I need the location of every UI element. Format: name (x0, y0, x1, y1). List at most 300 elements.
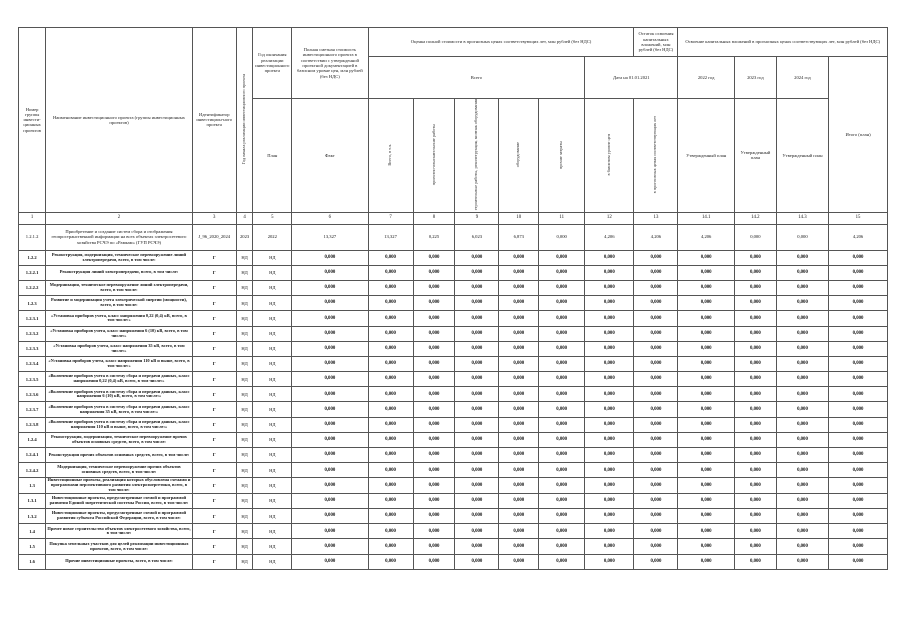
row-value: 0,000 (829, 372, 888, 387)
row-id: Г (192, 311, 236, 326)
row-value: 0,000 (634, 265, 678, 280)
row-value: 0,000 (634, 554, 678, 569)
row-value: 0,000 (499, 478, 539, 494)
row-value: 0,000 (368, 493, 413, 508)
row-value: 0,000 (499, 250, 539, 265)
row-year-start: НД (236, 402, 253, 417)
row-value: 0,000 (413, 539, 455, 554)
header-approved-2022: Утвержденный план (678, 99, 735, 213)
row-value: 0,000 (499, 296, 539, 311)
header-sub-equipment: оборудование (499, 99, 539, 213)
row-estimate: 0,000 (292, 493, 368, 508)
row-value: 0,000 (776, 554, 828, 569)
row-year-end: НД (253, 372, 292, 387)
row-value: 0,000 (734, 296, 776, 311)
row-name: Реконструкция, модернизация, техническое перевооружение прочих объектов основных средств, всего, в том числе: (46, 432, 193, 447)
row-value: 0,000 (734, 554, 776, 569)
header-sub-base-prices: в базисном уровне цен (585, 99, 634, 213)
row-year-end: НД (253, 417, 292, 432)
row-id: Г (192, 326, 236, 341)
row-value: 0,000 (455, 372, 499, 387)
row-value: 0,000 (413, 387, 455, 402)
row-name: Развитие и модернизация учета электрической энергии (мощности), всего, в том числе: (46, 296, 193, 311)
row-value: 0,000 (539, 224, 585, 250)
row-name: Покупка земельных участков для целей реализации инвестиционных проектов, всего, в том числе: (46, 539, 193, 554)
table-row (19, 372, 888, 387)
row-name: Реконструкция линий электропередачи, всего, в том числе: (46, 265, 193, 280)
row-value: 0,000 (734, 478, 776, 494)
table-header (19, 28, 888, 225)
row-estimate: 0,000 (292, 311, 368, 326)
table-row (19, 311, 888, 326)
row-id: Г (192, 341, 236, 356)
row-value: 0,000 (734, 448, 776, 463)
row-value: 0,000 (678, 463, 735, 478)
row-value: 0,000 (499, 509, 539, 524)
row-id: Г (192, 509, 236, 524)
row-value: 0,000 (829, 326, 888, 341)
row-value: 0,000 (413, 478, 455, 494)
table-row (19, 280, 888, 295)
header-sub-total: Всего, в т.ч. (368, 99, 413, 213)
row-value: 0,000 (678, 493, 735, 508)
row-number: 1.2.3.8 (19, 417, 46, 432)
row-value: 0,000 (413, 402, 455, 417)
row-year-start: НД (236, 448, 253, 463)
row-value: 0,000 (368, 326, 413, 341)
row-estimate: 0,000 (292, 539, 368, 554)
row-value: 0,000 (499, 432, 539, 447)
row-number: 1.2.3.2 (19, 326, 46, 341)
row-value: 0,000 (585, 493, 634, 508)
row-value: 0,000 (678, 554, 735, 569)
row-value: 0,000 (539, 326, 585, 341)
row-value: 0,000 (776, 280, 828, 295)
row-number: 1.3.1 (19, 493, 46, 508)
row-year-end: НД (253, 326, 292, 341)
column-number: 12 (585, 212, 634, 224)
header-sub-smr: строительные работы, реконструкция, монтаж оборудования (455, 99, 499, 213)
row-value: 0,000 (368, 478, 413, 494)
row-name: «Включение приборов учета в систему сбора и передачи данных, класс напряжения 35 кВ, всего, в том числе:» (46, 402, 193, 417)
header-sub-forecast-prices: в прогнозных ценах соответствующих лет (634, 99, 678, 213)
row-value: 0,000 (776, 326, 828, 341)
row-value: 0,000 (776, 341, 828, 356)
row-value: 0,000 (539, 417, 585, 432)
row-year-start: НД (236, 493, 253, 508)
row-year-end: НД (253, 280, 292, 295)
column-number: 2 (46, 212, 193, 224)
row-value: 0,000 (455, 296, 499, 311)
row-estimate: 0,000 (292, 341, 368, 356)
table-row (19, 296, 888, 311)
row-value: 0,000 (585, 554, 634, 569)
row-id: Г (192, 296, 236, 311)
row-value: 0,000 (368, 356, 413, 371)
row-value: 0,000 (734, 493, 776, 508)
row-value: 0,000 (413, 463, 455, 478)
row-year-end: НД (253, 341, 292, 356)
row-value: 0,000 (678, 280, 735, 295)
row-value: 0,000 (829, 402, 888, 417)
row-value: 0,000 (368, 417, 413, 432)
row-value: 0,000 (678, 509, 735, 524)
table-row (19, 448, 888, 463)
row-id: Г (192, 356, 236, 371)
row-value: 6,873 (499, 224, 539, 250)
row-value: 0,000 (734, 509, 776, 524)
row-value: 0,000 (413, 250, 455, 265)
row-value: 0,000 (734, 387, 776, 402)
header-estimate: Полная сметная стоимость инвестиционного проекта в соответствии с утвержденной проектной документацией в базисном уровне цен, млн рублей (без НДС) (292, 28, 368, 99)
row-estimate: 0,000 (292, 402, 368, 417)
row-number: 1.2.3.7 (19, 402, 46, 417)
row-value: 0,000 (368, 402, 413, 417)
row-year-start: НД (236, 478, 253, 494)
row-name: Приобретение и создание систем сбора и отображения геопространственной информации на всех объектах электросетевого хозяйства РСЧЭ по «Рамкам» (ГУП РСЧЭ) (46, 224, 193, 250)
table-row (19, 402, 888, 417)
row-id: Г (192, 250, 236, 265)
row-value: 0,000 (829, 387, 888, 402)
row-name: Модернизация, техническое перевооружение прочих объектов основных средств, всего, в том числе: (46, 463, 193, 478)
row-value: 4,206 (634, 224, 678, 250)
row-value: 0,000 (734, 356, 776, 371)
row-estimate: 0,000 (292, 250, 368, 265)
row-value: 0,000 (455, 326, 499, 341)
row-name: Инвестиционные проекты, предусмотренные схемой и программой развития субъекта Российской Федерации, всего, в том числе: (46, 509, 193, 524)
row-value: 0,000 (585, 448, 634, 463)
row-id: J_96_2020_2024 (192, 224, 236, 250)
row-value: 0,000 (634, 463, 678, 478)
row-value: 0,000 (455, 554, 499, 569)
header-year-end: Год окончания реализации инвестиционного проекта (253, 28, 292, 99)
row-year-start: НД (236, 250, 253, 265)
header-sub-pir: проектно-изыскательские работы (413, 99, 455, 213)
row-year-end: НД (253, 356, 292, 371)
row-value: 0,000 (499, 311, 539, 326)
row-value: 0,000 (678, 478, 735, 494)
row-number: 1.3 (19, 478, 46, 494)
row-value: 4,206 (829, 224, 888, 250)
table-row (19, 387, 888, 402)
row-value: 0,000 (776, 493, 828, 508)
row-value: 0,000 (734, 432, 776, 447)
row-year-end: НД (253, 296, 292, 311)
table-row (19, 356, 888, 371)
row-value: 0,000 (678, 311, 735, 326)
row-value: 0,000 (539, 311, 585, 326)
row-value: 0,000 (734, 280, 776, 295)
row-year-start: НД (236, 387, 253, 402)
row-value: 0,000 (634, 524, 678, 539)
row-value: 0,000 (455, 402, 499, 417)
row-value: 4,206 (678, 224, 735, 250)
row-value: 0,000 (455, 265, 499, 280)
row-value: 0,000 (829, 250, 888, 265)
row-value: 0,000 (776, 448, 828, 463)
row-value: 0,000 (499, 448, 539, 463)
row-value: 0,000 (585, 478, 634, 494)
row-value: 0,000 (499, 356, 539, 371)
row-name: «Установка приборов учета, класс напряжения 0,22 (0,4) кВ, всего, в том числе:» (46, 311, 193, 326)
row-value: 0,000 (634, 448, 678, 463)
row-value: 0,000 (634, 356, 678, 371)
row-year-end: НД (253, 554, 292, 569)
row-value: 0,000 (368, 524, 413, 539)
row-value: 0,000 (413, 524, 455, 539)
row-value: 0,000 (413, 280, 455, 295)
row-value: 0,000 (829, 493, 888, 508)
row-value: 0,000 (734, 417, 776, 432)
row-number: 1.2.3.4 (19, 356, 46, 371)
row-value: 0,000 (413, 417, 455, 432)
row-value: 0,000 (829, 341, 888, 356)
row-value: 0,000 (585, 250, 634, 265)
row-value: 0,000 (734, 402, 776, 417)
row-year-start: НД (236, 311, 253, 326)
table-row (19, 432, 888, 447)
row-value: 0,000 (413, 432, 455, 447)
row-value: 0,000 (539, 372, 585, 387)
investment-table (18, 27, 888, 570)
row-value: 0,000 (455, 387, 499, 402)
row-value: 0,000 (455, 250, 499, 265)
table-body (19, 224, 888, 569)
row-value: 0,000 (585, 341, 634, 356)
table-row (19, 524, 888, 539)
row-value: 0,000 (776, 296, 828, 311)
header-group-number: Номер группы инвести-ционных проектов (19, 28, 46, 213)
row-year-end: НД (253, 311, 292, 326)
header-itogo: Итого (план) (829, 57, 888, 213)
row-value: 0,000 (539, 341, 585, 356)
row-year-start: НД (236, 326, 253, 341)
row-value: 4,206 (585, 224, 634, 250)
row-year-end: НД (253, 539, 292, 554)
row-value: 0,000 (678, 296, 735, 311)
header-name: Наименование инвестиционного проекта (группы инвестиционных проектов) (46, 28, 193, 213)
row-value: 0,000 (734, 372, 776, 387)
row-name: «Включение приборов учета в систему сбора и передачи данных, класс напряжения 6 (10) кВ, всего, в том числе:» (46, 387, 193, 402)
row-value: 0,000 (455, 341, 499, 356)
row-number: 1.4 (19, 524, 46, 539)
row-value: 0,000 (539, 463, 585, 478)
row-value: 0,000 (539, 250, 585, 265)
row-number: 1.2.3 (19, 296, 46, 311)
row-year-start: НД (236, 265, 253, 280)
row-value: 0,000 (499, 417, 539, 432)
row-value: 0,000 (585, 402, 634, 417)
header-sub-other: прочие затраты (539, 99, 585, 213)
row-year-end: НД (253, 387, 292, 402)
row-value: 0,000 (539, 554, 585, 569)
row-value: 0,000 (499, 280, 539, 295)
row-value: 0,000 (539, 432, 585, 447)
row-value: 0,000 (413, 296, 455, 311)
row-value: 0,000 (455, 524, 499, 539)
row-year-start: НД (236, 356, 253, 371)
row-value: 0,225 (413, 224, 455, 250)
row-estimate: 0,000 (292, 463, 368, 478)
row-value: 0,000 (634, 326, 678, 341)
row-value: 0,000 (455, 493, 499, 508)
table-row (19, 417, 888, 432)
column-number: 6 (292, 212, 368, 224)
row-id: Г (192, 280, 236, 295)
row-name: «Включение приборов учета в систему сбора и передачи данных, класс напряжения 110 кВ и выше, всего, в том числе:» (46, 417, 193, 432)
header-plan: План (253, 99, 292, 213)
row-number: 1.2.3.3 (19, 341, 46, 356)
row-value: 0,000 (585, 463, 634, 478)
row-value: 0,000 (368, 341, 413, 356)
row-value: 0,000 (829, 524, 888, 539)
row-number: 1.3.2 (19, 509, 46, 524)
row-value: 0,000 (734, 539, 776, 554)
row-value: 0,000 (829, 296, 888, 311)
row-estimate: 0,000 (292, 478, 368, 494)
row-value: 0,000 (455, 356, 499, 371)
row-name: Инвестиционные проекты, реализация которых обусловлена схемами и программами перспективного развития электроэнергетики, всего, в том числе: (47, 477, 191, 493)
table-row (19, 493, 888, 508)
row-value: 0,000 (634, 402, 678, 417)
row-value: 0,000 (634, 296, 678, 311)
row-estimate: 0,000 (292, 432, 368, 447)
table-row (19, 509, 888, 524)
row-value: 0,000 (499, 554, 539, 569)
row-value: 13,327 (368, 224, 413, 250)
row-year-end: НД (253, 265, 292, 280)
table-row (19, 463, 888, 478)
column-number: 14.3 (776, 212, 828, 224)
row-value: 0,000 (499, 265, 539, 280)
row-value: 0,000 (678, 448, 735, 463)
row-value: 0,000 (413, 265, 455, 280)
row-value: 0,000 (634, 341, 678, 356)
row-year-start: НД (236, 432, 253, 447)
row-value: 0,000 (413, 372, 455, 387)
row-number: 1.2.4.2 (19, 463, 46, 478)
row-value: 0,000 (634, 387, 678, 402)
row-estimate: 0,000 (292, 417, 368, 432)
row-id: Г (192, 372, 236, 387)
row-year-end: НД (253, 524, 292, 539)
row-name: Реконструкция прочих объектов основных средств, всего, в том числе: (46, 448, 193, 463)
column-number: 15 (829, 212, 888, 224)
row-estimate: 13,327 (292, 224, 368, 250)
row-value: 0,000 (634, 280, 678, 295)
table-row (19, 539, 888, 554)
row-value: 0,000 (368, 296, 413, 311)
row-value: 0,000 (829, 478, 888, 494)
row-estimate: 0,000 (292, 280, 368, 295)
row-value: 0,000 (634, 311, 678, 326)
row-value: 0,000 (634, 493, 678, 508)
row-value: 0,000 (368, 311, 413, 326)
row-value: 0,000 (585, 524, 634, 539)
row-value: 0,000 (585, 509, 634, 524)
row-value: 0,000 (499, 463, 539, 478)
column-number: 8 (413, 212, 455, 224)
row-value: 0,000 (455, 417, 499, 432)
row-name: Модернизация, техническое перевооружение линий электропередачи, всего, в том числе: (46, 280, 193, 295)
row-value: 0,000 (413, 554, 455, 569)
table-row (19, 265, 888, 280)
header-total: Всего (368, 57, 585, 99)
row-value: 0,000 (776, 402, 828, 417)
row-value: 0,000 (829, 554, 888, 569)
table-row (19, 250, 888, 265)
row-id: Г (192, 463, 236, 478)
row-value: 0,000 (734, 311, 776, 326)
row-value: 0,000 (678, 250, 735, 265)
row-year-end: НД (253, 493, 292, 508)
row-value: 0,000 (413, 509, 455, 524)
row-value: 0,000 (678, 402, 735, 417)
row-value: 0,000 (455, 311, 499, 326)
row-value: 0,000 (829, 265, 888, 280)
row-value: 0,000 (585, 387, 634, 402)
row-year-end: 2022 (253, 224, 292, 250)
row-id: Г (192, 524, 236, 539)
row-value: 0,000 (539, 509, 585, 524)
row-value: 0,000 (734, 463, 776, 478)
row-value: 0,000 (368, 387, 413, 402)
row-value: 0,000 (734, 524, 776, 539)
row-value: 0,000 (678, 524, 735, 539)
row-number: 1.6 (19, 554, 46, 569)
row-value: 0,000 (678, 326, 735, 341)
row-value: 0,000 (734, 250, 776, 265)
row-number: 1.2.3.6 (19, 387, 46, 402)
row-value: 0,000 (539, 524, 585, 539)
row-value: 0,000 (499, 341, 539, 356)
row-number: 1.2.4.1 (19, 448, 46, 463)
table-row (19, 478, 888, 494)
row-value: 0,000 (829, 356, 888, 371)
row-value: 0,000 (776, 463, 828, 478)
row-value: 0,000 (776, 224, 828, 250)
header-approved-2023: Утвержденный план (734, 99, 776, 213)
row-number: 1.2.3.5 (19, 372, 46, 387)
row-value: 0,000 (585, 326, 634, 341)
row-value: 0,000 (413, 448, 455, 463)
row-value: 0,000 (634, 478, 678, 494)
row-value: 0,000 (368, 265, 413, 280)
row-value: 0,000 (776, 356, 828, 371)
row-value: 0,000 (455, 509, 499, 524)
row-name: «Установка приборов учета, класс напряжения 6 (10) кВ, всего, в том числе:» (46, 326, 193, 341)
table-row (19, 341, 888, 356)
row-value: 0,000 (539, 539, 585, 554)
header-remaining: Остаток освоения капитальных вложений, млн рублей (без НДС) (634, 28, 678, 57)
header-id: Идентификатор инвестицион-ного проекта (192, 28, 236, 213)
row-value: 0,000 (585, 432, 634, 447)
row-value: 0,000 (776, 524, 828, 539)
row-estimate: 0,000 (292, 372, 368, 387)
row-value: 0,000 (413, 341, 455, 356)
row-value: 0,000 (734, 326, 776, 341)
row-value: 0,000 (776, 478, 828, 494)
row-id: Г (192, 554, 236, 569)
row-value: 0,000 (829, 432, 888, 447)
row-value: 0,000 (455, 280, 499, 295)
row-value: 0,000 (585, 311, 634, 326)
row-value: 6,023 (455, 224, 499, 250)
row-year-start: НД (236, 372, 253, 387)
header-date: Дата на 01.01.2021 (585, 57, 678, 99)
column-number-row (19, 212, 888, 224)
row-value: 0,000 (634, 250, 678, 265)
